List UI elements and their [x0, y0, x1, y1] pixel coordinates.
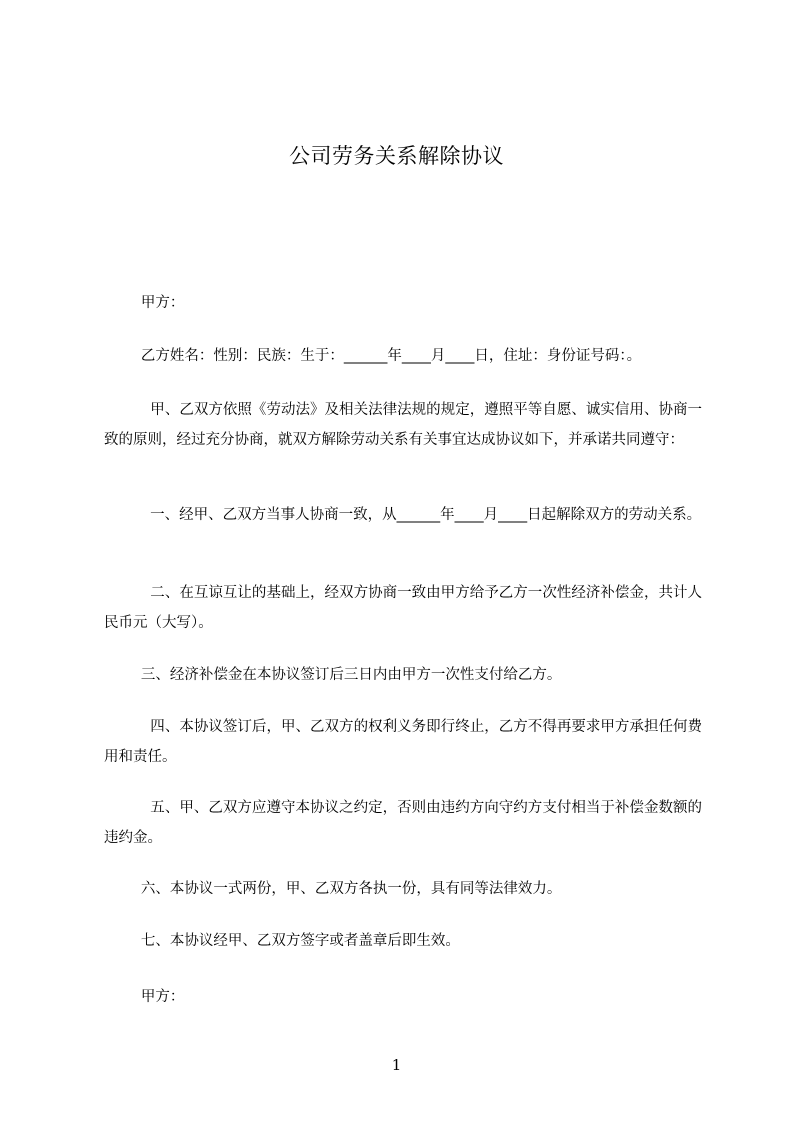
preamble-paragraph: 甲、乙双方依照《劳动法》及相关法律法规的规定，遵照平等自愿、诚实信用、协商一致的原则，经过充分协商，就双方解除劳动关系有关事宜达成协议如下，并承诺共同遵守：: [104, 402, 703, 448]
clause-1: 一、经甲、乙双方当事人协商一致，从______年____月____日起解除双方的劳动关系。: [104, 507, 702, 523]
clause-2: 二、在互谅互让的基础上，经双方协商一致由甲方给予乙方一次性经济补偿金，共计人民币元（大写）。: [104, 585, 703, 631]
clause-6: 六、本协议一式两份，甲、乙双方各执一份，具有同等法律效力。: [104, 881, 562, 897]
clause-5: 五、甲、乙双方应遵守本协议之约定，否则由违约方向守约方支付相当于补偿金数额的违约金。: [104, 800, 703, 846]
document-title: 公司劳务关系解除协议: [289, 144, 504, 168]
clause-3: 三、经济补偿金在本协议签订后三日内由甲方一次性支付给乙方。: [104, 667, 562, 683]
page-number: 1: [391, 1056, 402, 1074]
clause-4: 四、本协议签订后，甲、乙双方的权利义务即行终止，乙方不得再要求甲方承担任何费用和责任。: [104, 719, 703, 765]
party-b-info-line: 乙方姓名：性别：民族：生于：______年____月____日，住址：身份证号码：。: [104, 348, 642, 364]
clause-7: 七、本协议经甲、乙双方签字或者盖章后即生效。: [104, 933, 460, 949]
party-a-signature-line: 甲方：: [104, 989, 185, 1005]
party-a-line: 甲方：: [104, 295, 185, 311]
